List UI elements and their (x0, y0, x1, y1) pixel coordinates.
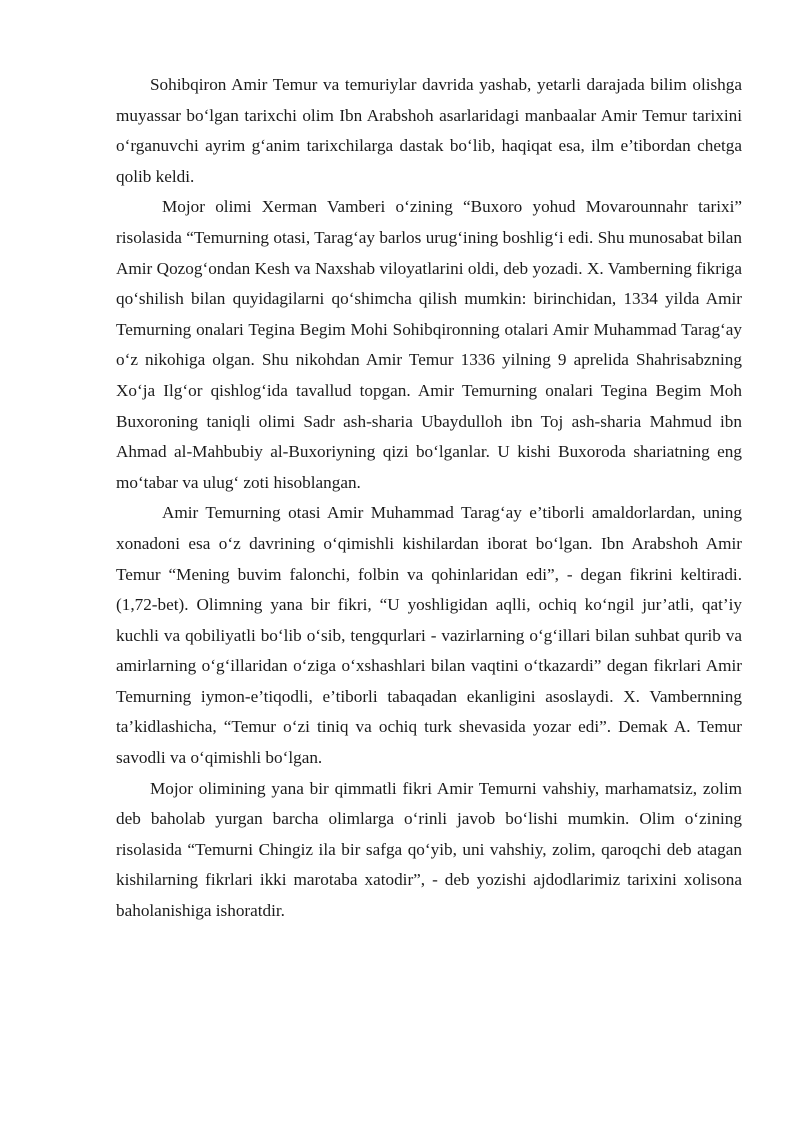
paragraph-3: Amir Temurning otasi Amir Muhammad Taragʻay e’tiborli amaldorlardan, uning xonadoni esa oʻz davrining oʻqimishli kishilardan iborat boʻlgan. Ibn Arabshoh Amir Temur “Mening buvim falonchi, folbin va qohinlaridan edi”, - degan fikrini keltiradi. (1,72-bet). Olimning yana bir fikri, “U yoshligidan aqlli, ochiq koʻngil jur’atli, qat’iy kuchli va qobiliyatli boʻlib oʻsib, tengqurlari - vazirlarning oʻgʻillari bilan suhbat qurib va amirlarning oʻgʻillaridan oʻziga oʻxshashlari bilan vaqtini oʻtkazardi” degan fikrlari Amir Temurning iymon-e’tiqodli, e’tiborli tabaqadan ekanligini asoslaydi. X. Vambernning ta’kidlashicha, “Temur oʻzi tiniq va ochiq turk shevasida yozar edi”. Demak A. Temur savodli va oʻqimishli boʻlgan. (116, 503, 742, 768)
paragraph-2: Mojor olimi Xerman Vamberi oʻzining “Buxoro yohud Movarounnahr tarixi” risolasida “Temurning otasi, Taragʻay barlos urugʻining boshligʻi edi. Shu munosabat bilan Amir Qozogʻondan Kesh va Naxshab viloyatlarini oldi, deb yozadi. X. Vamberning fikriga qoʻshilish bilan quyidagilarni qoʻshimcha qilish mumkin: birinchidan, 1334 yilda Amir Temurning onalari Tegina Begim Mohi Sohibqironning otalari Amir Muhammad Taragʻay oʻz nikohiga olgan. Shu nikohdan Amir Temur 1336 yilning 9 aprelida Shahrisabzning Xoʻja Ilgʻor qishlogʻida tavallud topgan. Amir Temurning onalari Tegina Begim Moh Buxoroning taniqli olimi Sadr ash-sharia Ubaydulloh ibn Toj ash-sharia Mahmud ibn Ahmad al-Mahbubiy al-Buxoriyning qizi boʻlganlar. U kishi Buxoroda shariatning eng moʻtabar va ulugʻ zoti hisoblangan. (116, 197, 742, 492)
paragraph-1: Sohibqiron Amir Temur va temuriylar davrida yashab, yetarli darajada bilim olishga muyassar boʻlgan tarixchi olim Ibn Arabshoh asarlaridagi manbaalar Amir Temur tarixini oʻrganuvchi ayrim gʻanim tarixchilarga dastak boʻlib, haqiqat esa, ilm e’tibordan chetga qolib keldi. (116, 75, 742, 186)
paragraph-4: Mojor olimining yana bir qimmatli fikri Amir Temurni vahshiy, marhamatsiz, zolim deb baholab yurgan barcha olimlarga oʻrinli javob boʻlishi mumkin. Olim oʻzining risolasida “Temurni Chingiz ila bir safga qoʻyib, uni vahshiy, zolim, qaroqchi deb atagan kishilarning fikrlari ikki marotaba xatodir”, - deb yozishi ajdodlarimiz tarixini xolisona baholanishiga ishoratdir. (116, 778, 742, 921)
document-page (116, 70, 742, 927)
